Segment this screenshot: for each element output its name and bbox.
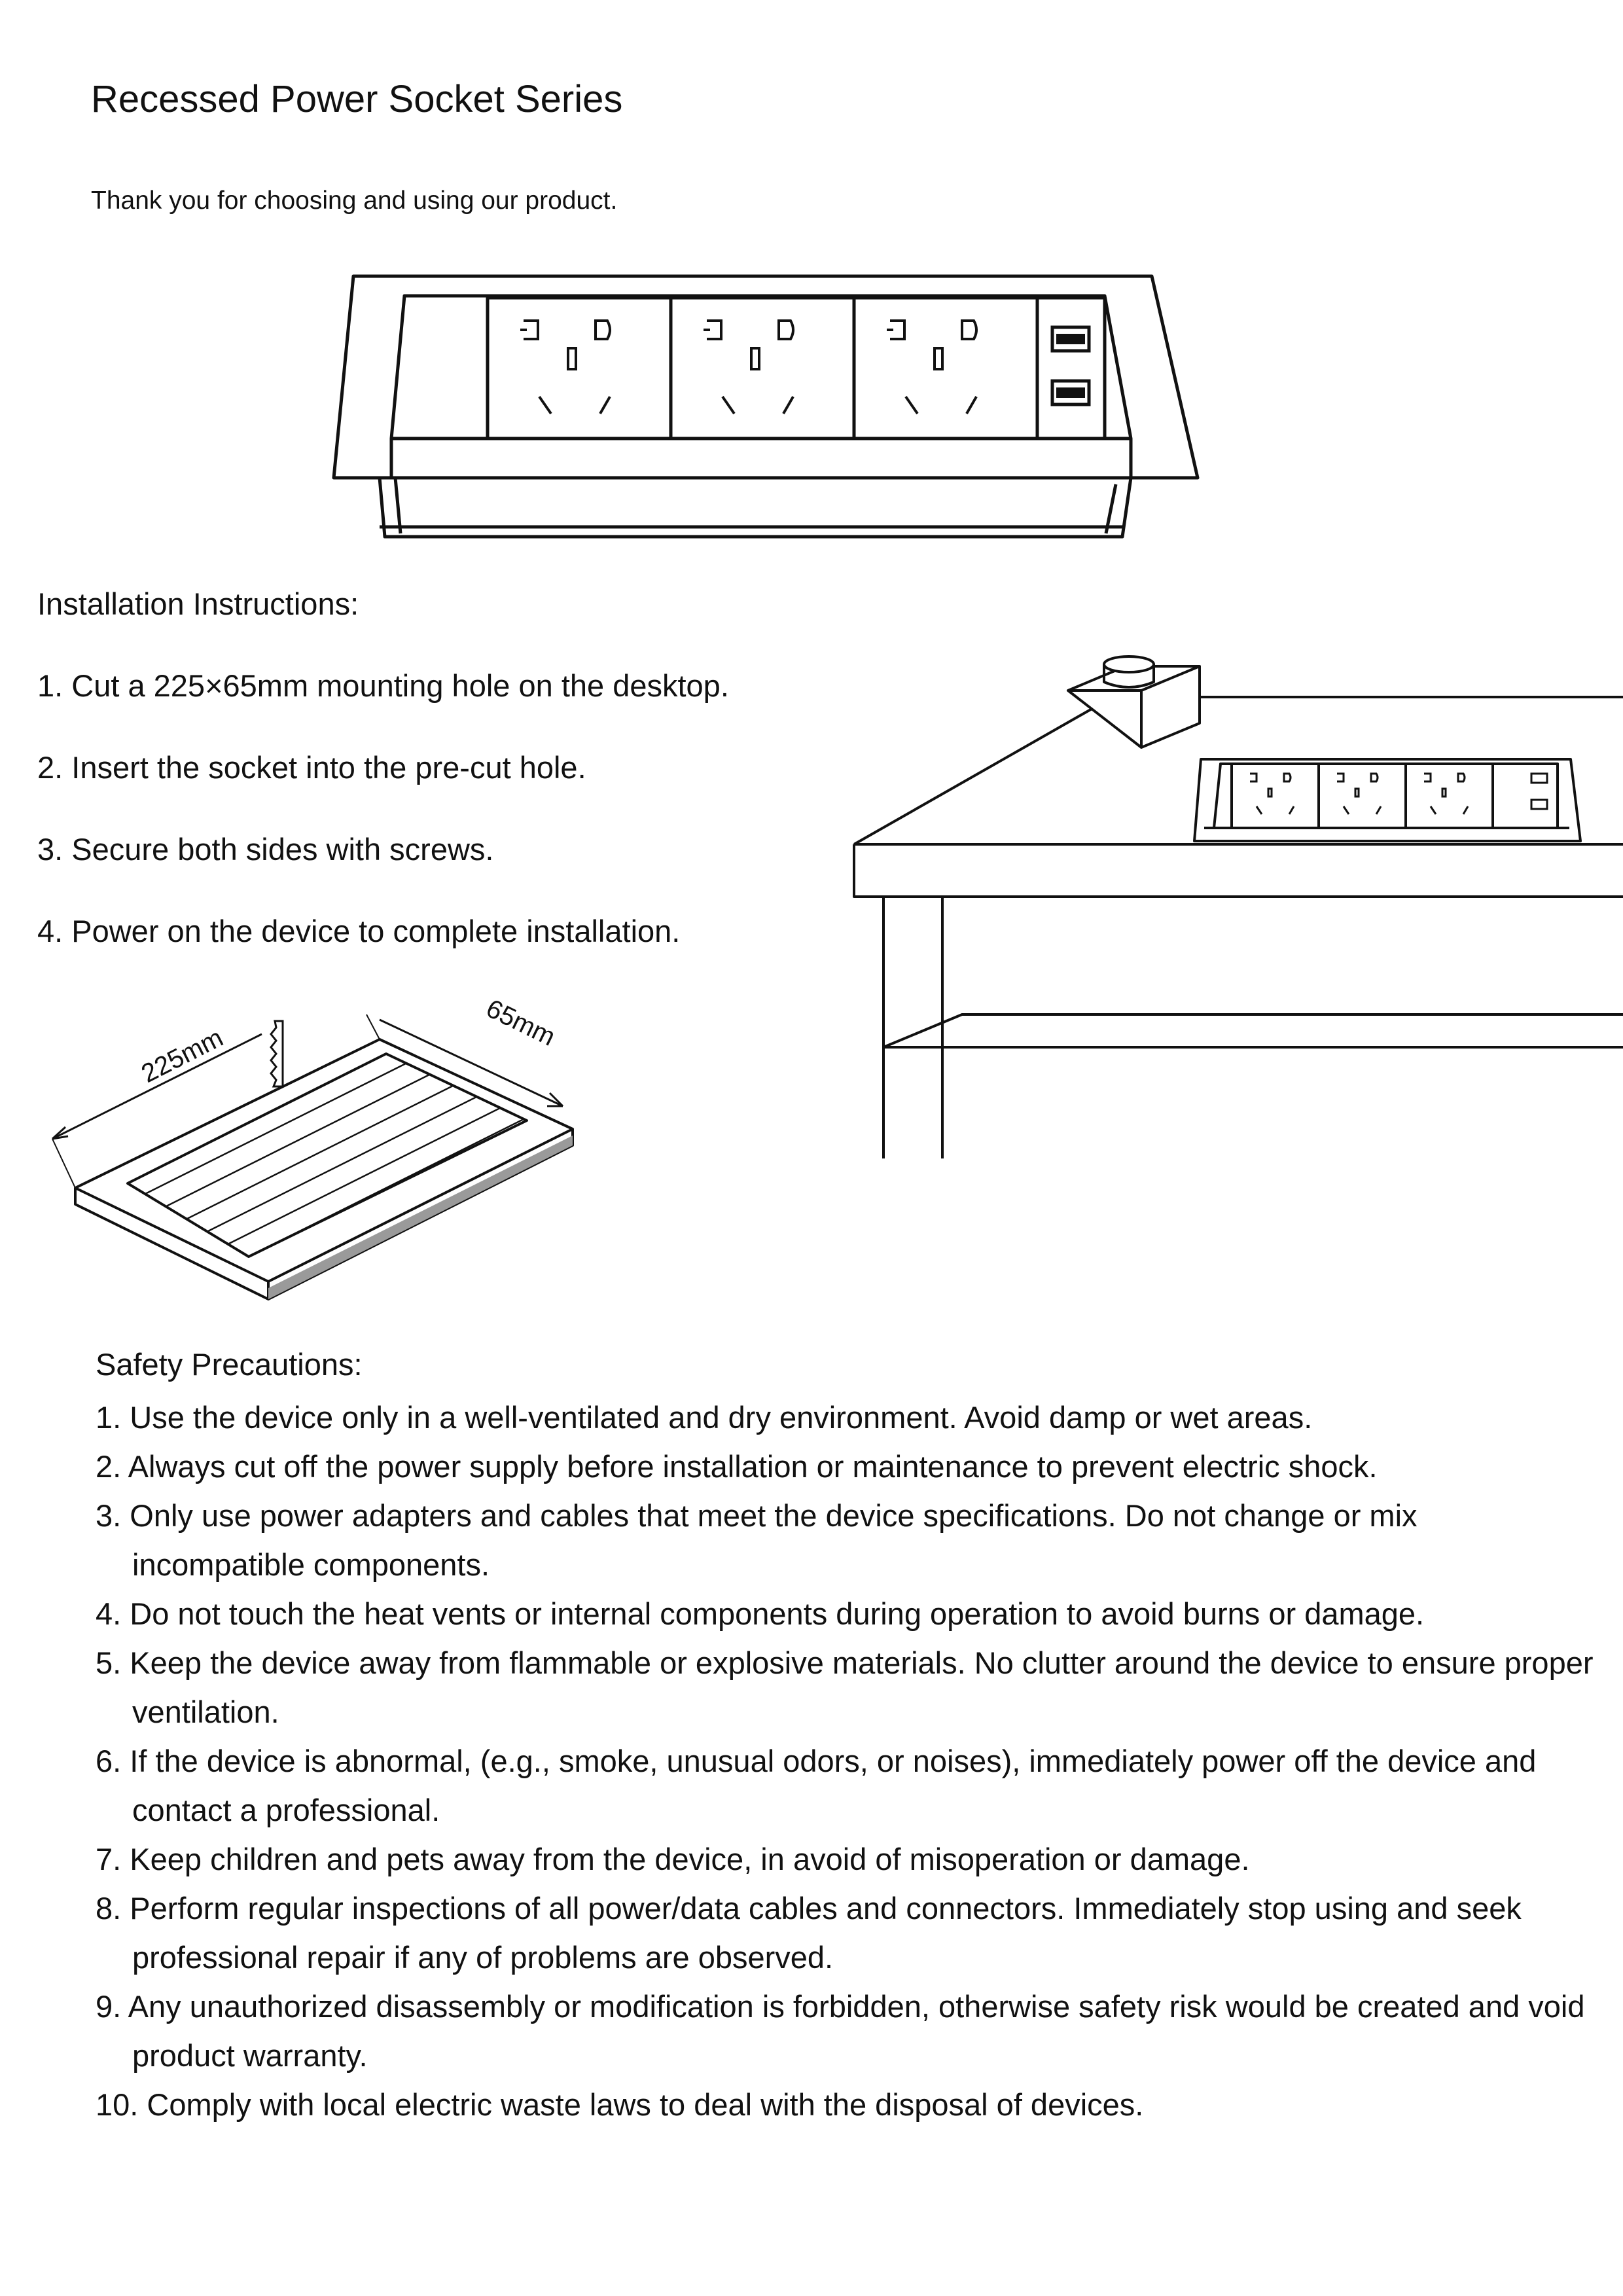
safety-item-8: 8. Perform regular inspections of all power/data cables and connectors. Immediately stop using and seek professional repair if any of problems are observed.	[96, 1891, 1522, 1975]
thank-you-note: Thank you for choosing and using our product.	[91, 187, 618, 215]
install-step-3: 3. Secure both sides with screws.	[37, 832, 494, 867]
width-dimension-label: 65mm	[482, 994, 560, 1052]
safety-heading: Safety Precautions:	[96, 1347, 363, 1382]
install-step-2: 2. Insert the socket into the pre-cut hole.	[37, 750, 586, 785]
safety-item-3: 3. Only use power adapters and cables that meet the device specifications. Do not change or mix incompatible components.	[96, 1498, 1418, 1582]
safety-item-7: 7. Keep children and pets away from the device, in avoid of misoperation or damage.	[96, 1842, 1250, 1876]
length-dimension-label: 225mm	[137, 1023, 228, 1089]
desk-illustration	[838, 628, 1623, 1165]
safety-item-5: 5. Keep the device away from flammable or explosive materials. No clutter around the device to ensure proper ventilation.	[96, 1645, 1594, 1729]
safety-item-4: 4. Do not touch the heat vents or internal components during operation to avoid burns or damage.	[96, 1596, 1425, 1631]
install-step-1: 1. Cut a 225×65mm mounting hole on the desktop.	[37, 668, 729, 703]
safety-item-10: 10. Comply with local electric waste laws to deal with the disposal of devices.	[96, 2087, 1144, 2122]
safety-item-1: 1. Use the device only in a well-ventilated and dry environment. Avoid damp or wet areas.	[96, 1400, 1313, 1435]
installation-heading: Installation Instructions:	[37, 586, 359, 621]
safety-list	[96, 1393, 1601, 2129]
safety-item-9: 9. Any unauthorized disassembly or modification is forbidden, otherwise safety risk would be created and void product warranty.	[96, 1989, 1585, 2073]
saw-blade-icon	[271, 1021, 283, 1086]
safety-item-6: 6. If the device is abnormal, (e.g., smoke, unusual odors, or noises), immediately power off the device and contact a professional.	[96, 1744, 1537, 1827]
install-step-4: 4. Power on the device to complete installation.	[37, 914, 681, 948]
cutout-diagram	[39, 982, 615, 1322]
socket-product-illustration	[0, 0, 1623, 589]
safety-item-2: 2. Always cut off the power supply before installation or maintenance to prevent electric shock.	[96, 1449, 1378, 1484]
document-title: Recessed Power Socket Series	[91, 78, 623, 120]
